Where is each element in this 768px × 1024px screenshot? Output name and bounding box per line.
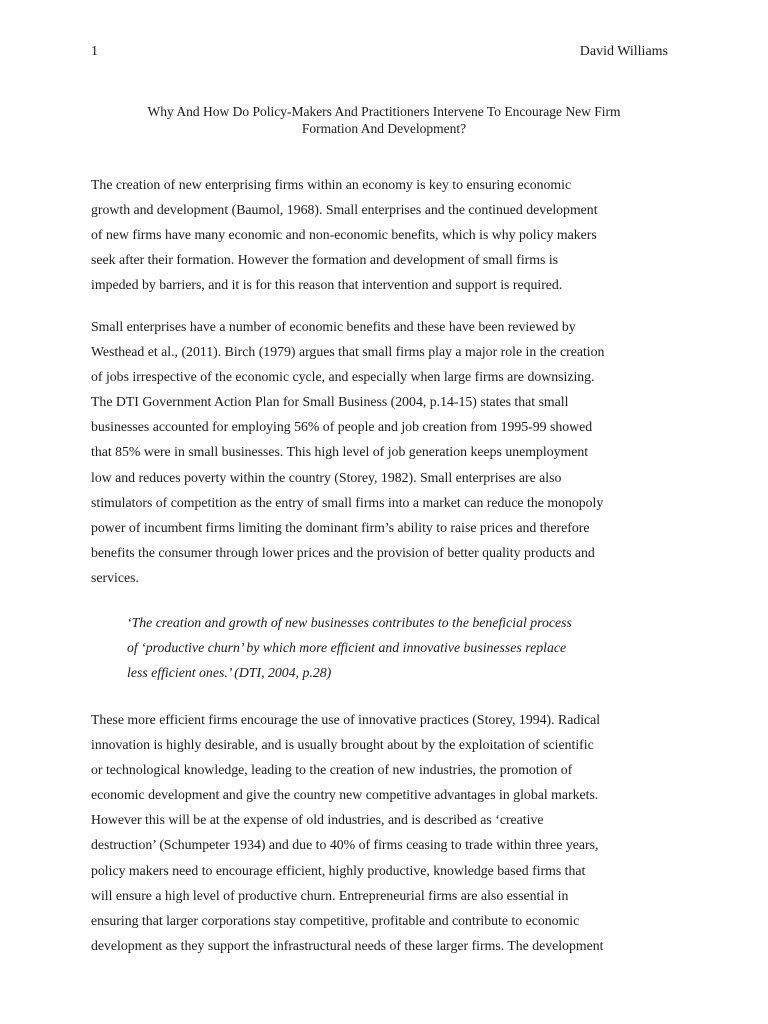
title-line: Formation And Development? [301, 121, 467, 136]
text-line: Westhead et al., (2011). Birch (1979) argues that small firms play a major role in the creation [91, 344, 605, 360]
text-line: of new firms have many economic and non-economic benefits, which is why policy makers [91, 227, 597, 243]
text-line: The creation of new enterprising firms within an economy is key to ensuring economic [91, 177, 572, 192]
text-line: services. [91, 569, 139, 585]
page-number: 1 [91, 44, 98, 59]
text-line: development as they support the infrastructural needs of these larger firms. The development [91, 937, 604, 953]
text-line: seek after their formation. However the formation and development of small firms is [91, 252, 559, 268]
text-line: benefits the consumer through lower prices and the provision of better quality products and [91, 544, 595, 560]
block-quote [127, 610, 637, 685]
text-line: or technological knowledge, leading to the creation of new industries, the promotion of [91, 762, 573, 778]
text-line: However this will be at the expense of old industries, and is described as ‘creative [91, 812, 544, 828]
text-line: These more efficient firms encourage the use of innovative practices (Storey, 1994). Radical [91, 712, 601, 727]
text-line: growth and development (Baumol, 1968). Small enterprises and the continued development [91, 202, 598, 218]
text-line: stimulators of competition as the entry of small firms into a market can reduce the monopoly [91, 494, 604, 510]
text-line: destruction’ (Schumpeter 1934) and due to 40% of firms ceasing to trade within three years, [91, 837, 599, 853]
quote-line: ‘The creation and growth of new businesses contributes to the beneficial process [127, 615, 572, 630]
text-line: innovation is highly desirable, and is usually brought about by the exploitation of scientific [91, 737, 594, 753]
text-line: impeded by barriers, and it is for this reason that intervention and support is required. [91, 277, 563, 293]
text-line: low and reduces poverty within the country (Storey, 1982). Small enterprises are also [91, 469, 562, 485]
text-line: Small enterprises have a number of economic benefits and these have been reviewed by [91, 319, 576, 334]
quote-line: of ‘productive churn’ by which more efficient and innovative businesses replace [127, 640, 567, 656]
text-line: power of incumbent firms limiting the dominant firm’s ability to raise prices and therefore [91, 519, 590, 535]
text-line: economic development and give the country new competitive advantages in global markets. [91, 787, 599, 803]
text-line: that 85% were in small businesses. This high level of job generation keeps unemployment [91, 444, 589, 460]
body-paragraph [91, 314, 669, 590]
body-paragraph [91, 172, 669, 297]
text-line: ensuring that larger corporations stay competitive, profitable and contribute to economic [91, 912, 580, 928]
author-name: David Williams [579, 44, 668, 59]
text-line: policy makers need to encourage efficient, highly productive, knowledge based firms that [91, 862, 586, 878]
text-line: The DTI Government Action Plan for Small Business (2004, p.14-15) states that small [91, 394, 569, 410]
text-line: will ensure a high level of productive churn. Entrepreneurial firms are also essential in [91, 887, 569, 903]
text-line: of jobs irrespective of the economic cycle, and especially when large firms are downsizing. [91, 369, 595, 385]
body-paragraph [91, 707, 669, 958]
page-header [91, 40, 668, 64]
document-title [100, 103, 668, 137]
text-line: businesses accounted for employing 56% of people and job creation from 1995-99 showed [91, 419, 593, 435]
title-line: Why And How Do Policy-Makers And Practitioners Intervene To Encourage New Firm [147, 104, 621, 119]
quote-line: less efficient ones.’ (DTI, 2004, p.28) [127, 665, 332, 681]
